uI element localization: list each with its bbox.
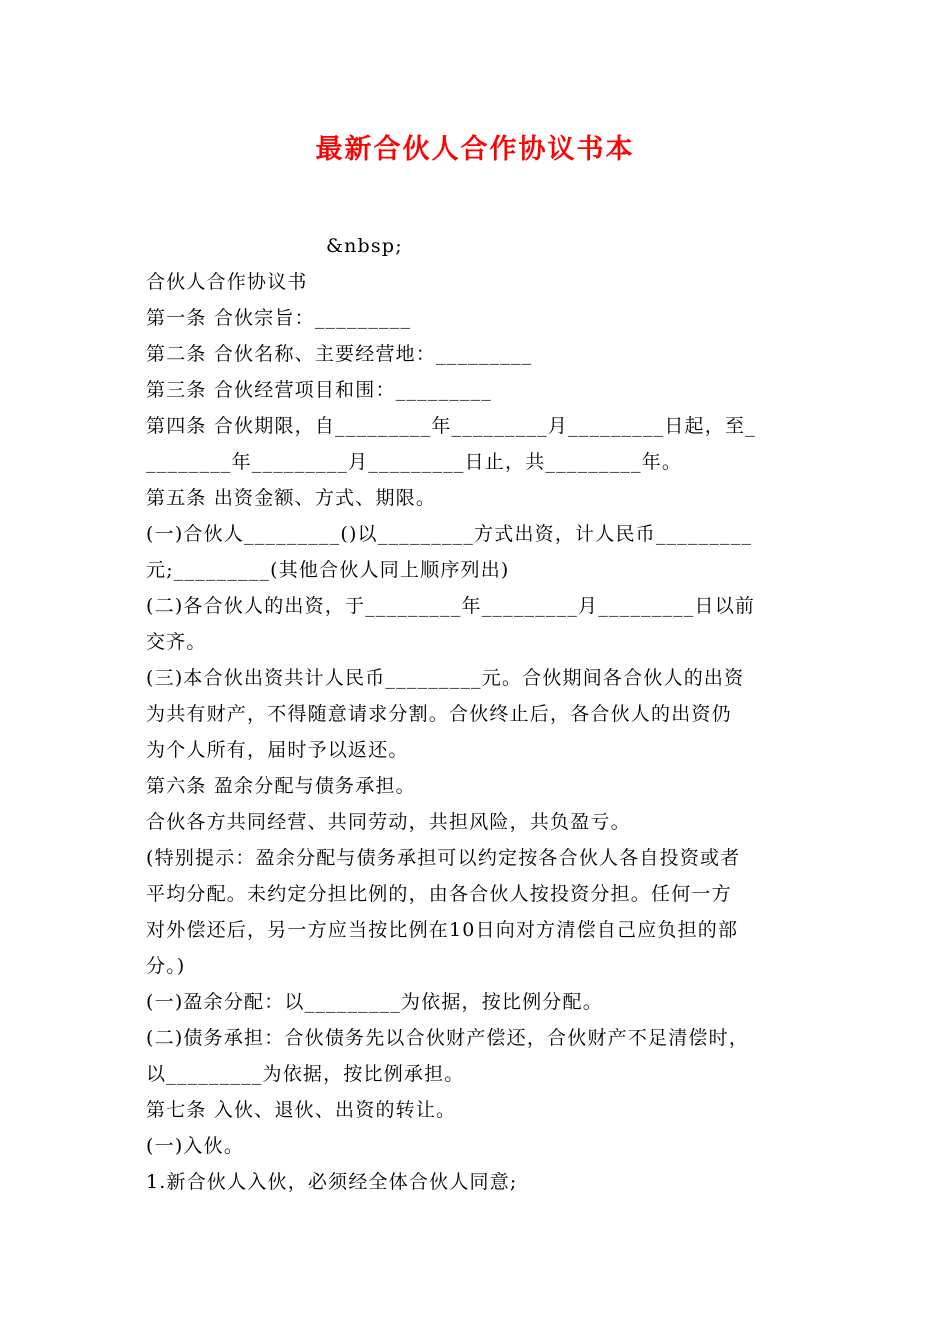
article-1-line: 第一条 合伙宗旨：_________ (146, 307, 412, 329)
document-title: 最新合伙人合作协议书本 (315, 134, 635, 165)
special-note-line-3: 对外偿还后，另一方应当按比例在10日向对方清偿自己应负担的部 (146, 919, 739, 941)
special-note-line-1: (特别提示：盈余分配与债务承担可以约定按各合伙人各自投资或者 (146, 847, 741, 869)
special-note-line-4: 分。) (146, 955, 186, 977)
article-5-item-2-line: (二)各合伙人的出资，于_________年_________月_________日以前 (146, 595, 756, 617)
article-5-line: 第五条 出资金额、方式、期限。 (146, 487, 437, 509)
article-6-line: 第六条 盈余分配与债务承担。 (146, 775, 416, 797)
article-7-line: 第七条 入伙、退伙、出资的转让。 (146, 1099, 457, 1121)
article-7-item-1-point-1-line: 1.新合伙人入伙，必须经全体合伙人同意; (146, 1171, 518, 1193)
document-body (146, 228, 836, 1200)
agreement-heading: 合伙人合作协议书 (146, 271, 308, 293)
nbsp-artifact-line: &nbsp; (326, 235, 403, 257)
article-6-item-1-line: (一)盈余分配：以_________为依据，按比例分配。 (146, 991, 603, 1013)
article-6-paragraph-line: 合伙各方共同经营、共同劳动，共担风险，共负盈亏。 (146, 811, 631, 833)
article-4-line-cont: ________年_________月_________日止，共_________年。 (146, 451, 683, 473)
special-note-line-2: 平均分配。未约定分担比例的，由各合伙人按投资分担。任何一方 (146, 883, 732, 905)
article-5-item-3-line-cont-1: 为共有财产，不得随意请求分割。合伙终止后，各合伙人的出资仍 (146, 703, 732, 725)
article-5-item-1-line: (一)合伙人_________()以_________方式出资，计人民币_________ (146, 523, 753, 545)
article-5-item-2-line-cont: 交齐。 (146, 631, 207, 653)
article-2-line: 第二条 合伙名称、主要经营地：_________ (146, 343, 533, 365)
article-6-item-2-line: (二)债务承担：合伙债务先以合伙财产偿还，合伙财产不足清偿时， (146, 1027, 750, 1049)
article-5-item-3-line-cont-2: 为个人所有，届时予以返还。 (146, 739, 409, 761)
article-5-item-1-line-cont: 元;_________(其他合伙人同上顺序列出) (146, 559, 510, 581)
article-6-item-2-line-cont: 以_________为依据，按比例承担。 (146, 1063, 465, 1085)
article-4-line: 第四条 合伙期限，自_________年_________月_________日起，至_ (146, 415, 756, 437)
article-5-item-3-line: (三)本合伙出资共计人民币_________元。合伙期间各合伙人的出资 (146, 667, 745, 689)
article-7-item-1-line: (一)入伙。 (146, 1135, 245, 1157)
article-3-line: 第三条 合伙经营项目和围：_________ (146, 379, 492, 401)
